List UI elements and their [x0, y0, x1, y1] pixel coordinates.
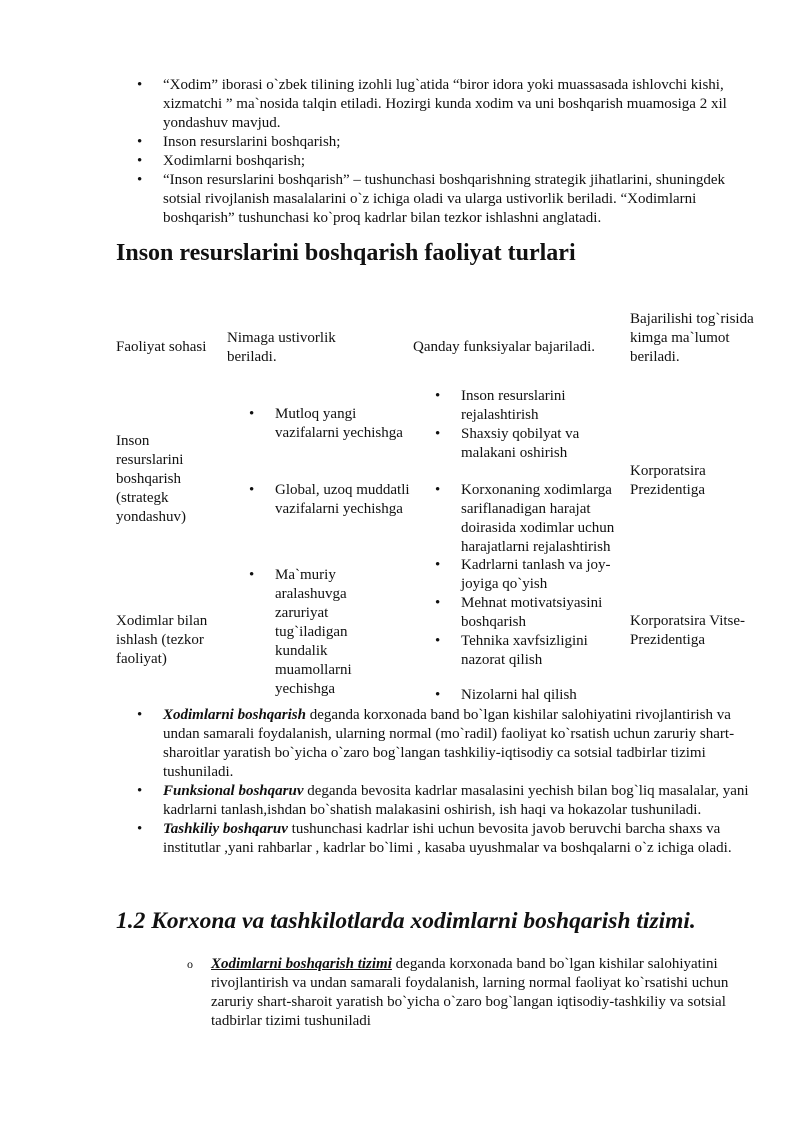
table-header-functions: Qanday funksiyalar bajariladi.: [413, 339, 596, 355]
subsection-title: 1.2 Korxona va tashkilotlarda xodimlarni boshqarish tizimi.: [116, 908, 696, 934]
list-item: • Kadrlarni tanlash va joy-joyiga qo`yish: [461, 556, 626, 594]
list-item: [163, 782, 763, 820]
list-item: • Mutloq yangi vazifalarni yechishga: [275, 405, 405, 443]
list-item: • Korxonaning xodimlarga sariflanadigan harajat doirasida xodimlar uchun harajatlarni rejalashtirish: [461, 481, 631, 557]
table-cell-functions: [461, 387, 621, 463]
definition-term: Funksional boshqaruv: [163, 783, 304, 799]
list-item: [163, 706, 763, 782]
list-item: • “Xodim” iborasi o`zbek tilining izohli lug`atida “biror idora yoki muassasada ishlovchi kishi, xizmatchi ” ma`nosida talqin etiladi. Hozirgi kunda xodim va uni boshqarish muamosiga 2 xil yondashuv mavjud.: [163, 76, 763, 133]
definition-text: deganda korxonada band bo`lgan kishilar salohiyatini rivojlantirish va undan samarali foydalanish, larning normal faoliyat ko`rsatishi uchun zaruriy shart-sharoit yaratish bo`yicha o`zaro bog`langan iqtisodiy-tashkiliy va sotsial tadbirlar tizimi tushuniladi: [211, 956, 729, 1029]
table-cell-area: Xodimlar bilan ishlash (tezkor faoliyat): [116, 613, 208, 667]
list-item: • Inson resurslarini boshqarish;: [163, 133, 763, 152]
table-cell-functions: [461, 481, 631, 557]
definition-term: Xodimlarni boshqarish tizimi: [211, 956, 392, 972]
definition-text: deganda bevosita kadrlar masalasini yechish bilan bog`liq masalalar, yani kadrlarni tanlash,ishdan bo`shatish malakasini oshirish, ish haqi va hokazolar tushuniladi.: [163, 783, 749, 818]
list-item: • Tehnika xavfsizligini nazorat qilish: [461, 632, 626, 670]
list-item: • Nizolarni hal qilish: [461, 686, 626, 705]
table-cell-priorities: [275, 405, 405, 443]
list-item: • Inson resurslarini rejalashtirish: [461, 387, 621, 425]
definition-term: Xodimlarni boshqarish: [163, 707, 306, 723]
table-cell-area: Inson resurslarini boshqarish (strategk yondashuv): [116, 433, 186, 525]
list-item: [163, 820, 763, 858]
list-item: • Mehnat motivatsiyasini boshqarish: [461, 594, 626, 632]
definition-list: [163, 706, 763, 858]
circle-list-item: [187, 955, 761, 1031]
section-title: Inson resurslarini boshqarish faoliyat turlari: [116, 240, 576, 266]
table-header-priority: Nimaga ustivorlik beriladi.: [227, 330, 336, 365]
definition-text: deganda korxonada band bo`lgan kishilar salohiyatini rivojlantirish va undan samarali foydalanish, ularning normal (mo`radil) faoliyat ko`rsatish uchun zaruriy shart-sharoitlar yaratish bo`yicha o`zaro bog`langan tashkiliy-iqtisodiy ca sotsial tadbirlar tizimi tushuniladi.: [163, 707, 735, 780]
table-header-area: Faoliyat sohasi: [116, 339, 207, 355]
definition-term: Tashkiliy boshqaruv: [163, 821, 288, 837]
list-item: • Global, uzoq muddatli vazifalarni yechishga: [275, 481, 410, 519]
table-cell-functions: [461, 556, 626, 670]
definition-text: tushunchasi kadrlar ishi uchun bevosita javob beruvchi barcha shaxs va institutlar ,yani rahbarlar , kadrlar bo`limi , kasaba uyushmalar va boshqalarni o`z ichiga oladi.: [163, 821, 732, 856]
table-header-report: Bajarilishi tog`risida kimga ma`lumot beriladi.: [630, 311, 754, 365]
list-item: • Ma`muriy aralashuvga zaruriyat tug`iladigan kundalik muamollarni yechishga: [275, 566, 385, 699]
table-cell-report: Korporatsira Vitse-Prezidentiga: [630, 613, 746, 648]
list-item: • Shaxsiy qobilyat va malakani oshirish: [461, 425, 621, 463]
table-cell-report: Korporatsira Prezidentiga: [630, 463, 706, 498]
circle-bullet-marker: o: [187, 957, 193, 971]
list-item: • Xodimlarni boshqarish;: [163, 152, 763, 171]
list-item: • “Inson resurslarini boshqarish” – tushunchasi boshqarishning strategik jihatlarini, shuningdek sotsial rivojlanish masalalarini o`z ichiga oladi va ularga ustivorlik beriladi. “Xodimlarni boshqarish” tushunchasi ko`proq kadrlar bilan tezkor ishlashni anglatadi.: [163, 171, 763, 228]
table-cell-priorities: [275, 481, 410, 519]
table-cell-priorities: [275, 566, 385, 699]
intro-bullet-list: [163, 76, 763, 228]
table-cell-functions: [461, 686, 626, 705]
